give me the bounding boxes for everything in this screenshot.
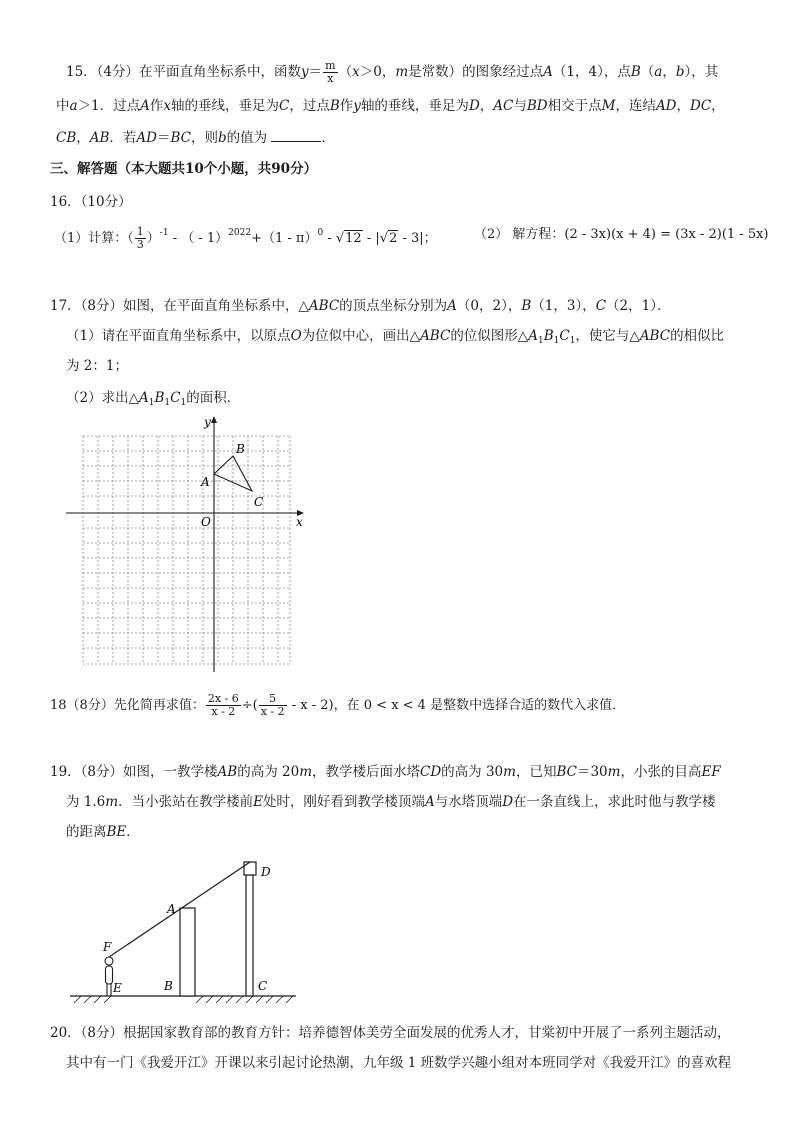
origin-label: O <box>201 515 211 529</box>
y-axis-label: y <box>204 415 211 429</box>
one-third-fraction: $\frac{1}{3}$ <box>136 225 144 251</box>
label-d: D <box>261 865 271 879</box>
y-axis-arrow <box>211 416 217 423</box>
water-tower-tank <box>244 862 256 875</box>
label-c: C <box>258 979 268 993</box>
q19-line1: 19．（8分）如图，一教学楼AB的高为 20m，教学楼后面水塔CD的高为 30m，已知BC＝30m，小张的目高EF <box>50 764 721 780</box>
ground-hatching <box>74 996 293 1003</box>
q15-line2: 中a＞1．过点A作x轴的垂线，垂足为C，过点B作y轴的垂线，垂足为D，AC与BD相交于点M，连结AD，DC， <box>56 98 725 114</box>
q16-heading: 16．（10分） <box>50 194 132 210</box>
answer-blank[interactable] <box>271 129 321 142</box>
q18-line: 18（8分）先化简再求值： $\frac{2x - 6}{x - 2}$ ÷( $\frac{5}{x - 2}$ - x - 2)，在 0 < x < 4 是整数中选择合适的数代入求值． <box>50 692 626 718</box>
axes <box>66 418 302 672</box>
point-b-label: B <box>236 442 245 456</box>
q17-line2: （1）请在平面直角坐标系中，以原点O为位似中心，画出△ABC的位似图形$\triangle A_1B_1C_1$，使它与△ABC的相似比 <box>66 328 725 346</box>
q17-line3: 为 2：1； <box>66 358 128 374</box>
label-f: F <box>103 940 112 954</box>
q17-line1: 17．（8分）如图，在平面直角坐标系中，△ABC的顶点坐标分别为A（0，2），B（1，3），C（2，1）． <box>50 298 671 314</box>
q15-line3: CB，AB．若AD＝BC，则b的值为 ． <box>56 130 335 146</box>
water-tower-pole <box>246 875 253 996</box>
q15-line1: 15．（4分）在平面直角坐标系中，函数y＝ $\frac{m}{x}$ （x＞0，m是常数）的图象经过点A（1，4），点B（a，b），其 <box>66 59 719 85</box>
point-c-label: C <box>254 495 264 509</box>
q20-line1: 20．（8分）根据国家教育部的教育方针：培养德智体美劳全面发展的优秀人才，甘棠初中开展了一系列主题活动， <box>50 1025 731 1041</box>
label-b: B <box>164 979 173 993</box>
x-axis-label: x <box>296 515 303 529</box>
coordinate-grid-figure <box>60 408 310 673</box>
q19-line3: 的距离BE． <box>66 824 140 840</box>
point-a-label: A <box>201 475 210 489</box>
person-figure <box>105 957 113 996</box>
label-a: A <box>167 902 176 916</box>
section-3-heading: 三、解答题（本大题共10个小题，共90分） <box>50 161 318 177</box>
building-tower-figure <box>66 855 306 1005</box>
building-ab <box>180 908 195 996</box>
q16-part2: （2） 解方程：(2 - 3x)(x + 4) = (3x - 2)(1 - 5x) <box>474 227 769 242</box>
label-e: E <box>113 981 122 995</box>
grid-lines <box>83 436 290 664</box>
q15-fraction: $\frac{m}{x}$ <box>325 59 336 85</box>
q18-fraction-1: $\frac{2x - 6}{x - 2}$ <box>207 692 239 718</box>
q17-line4: （2）求出$\triangle A_1B_1C_1$的面积． <box>66 390 241 408</box>
q20-line2: 其中有一门《我爱开江》开课以来引起讨论热潮，九年级 1 班数学兴趣小组对本班同学对《我爱开江》的喜欢程 <box>66 1055 732 1071</box>
q18-fraction-2: $\frac{5}{x - 2}$ <box>260 692 285 718</box>
q19-line2: 为 1.6m．当小张站在教学楼前E处时，刚好看到教学楼顶端A与水塔顶端D在一条直线上，求此时他与教学楼 <box>66 794 716 810</box>
q16-part1: （1）计算：（ $\frac{1}{3}$ ）$^{-1}$ - （ - 1）$^{2022}$+（1 - π）$^0$ - √12 - |√2 - 3|； <box>54 225 437 251</box>
